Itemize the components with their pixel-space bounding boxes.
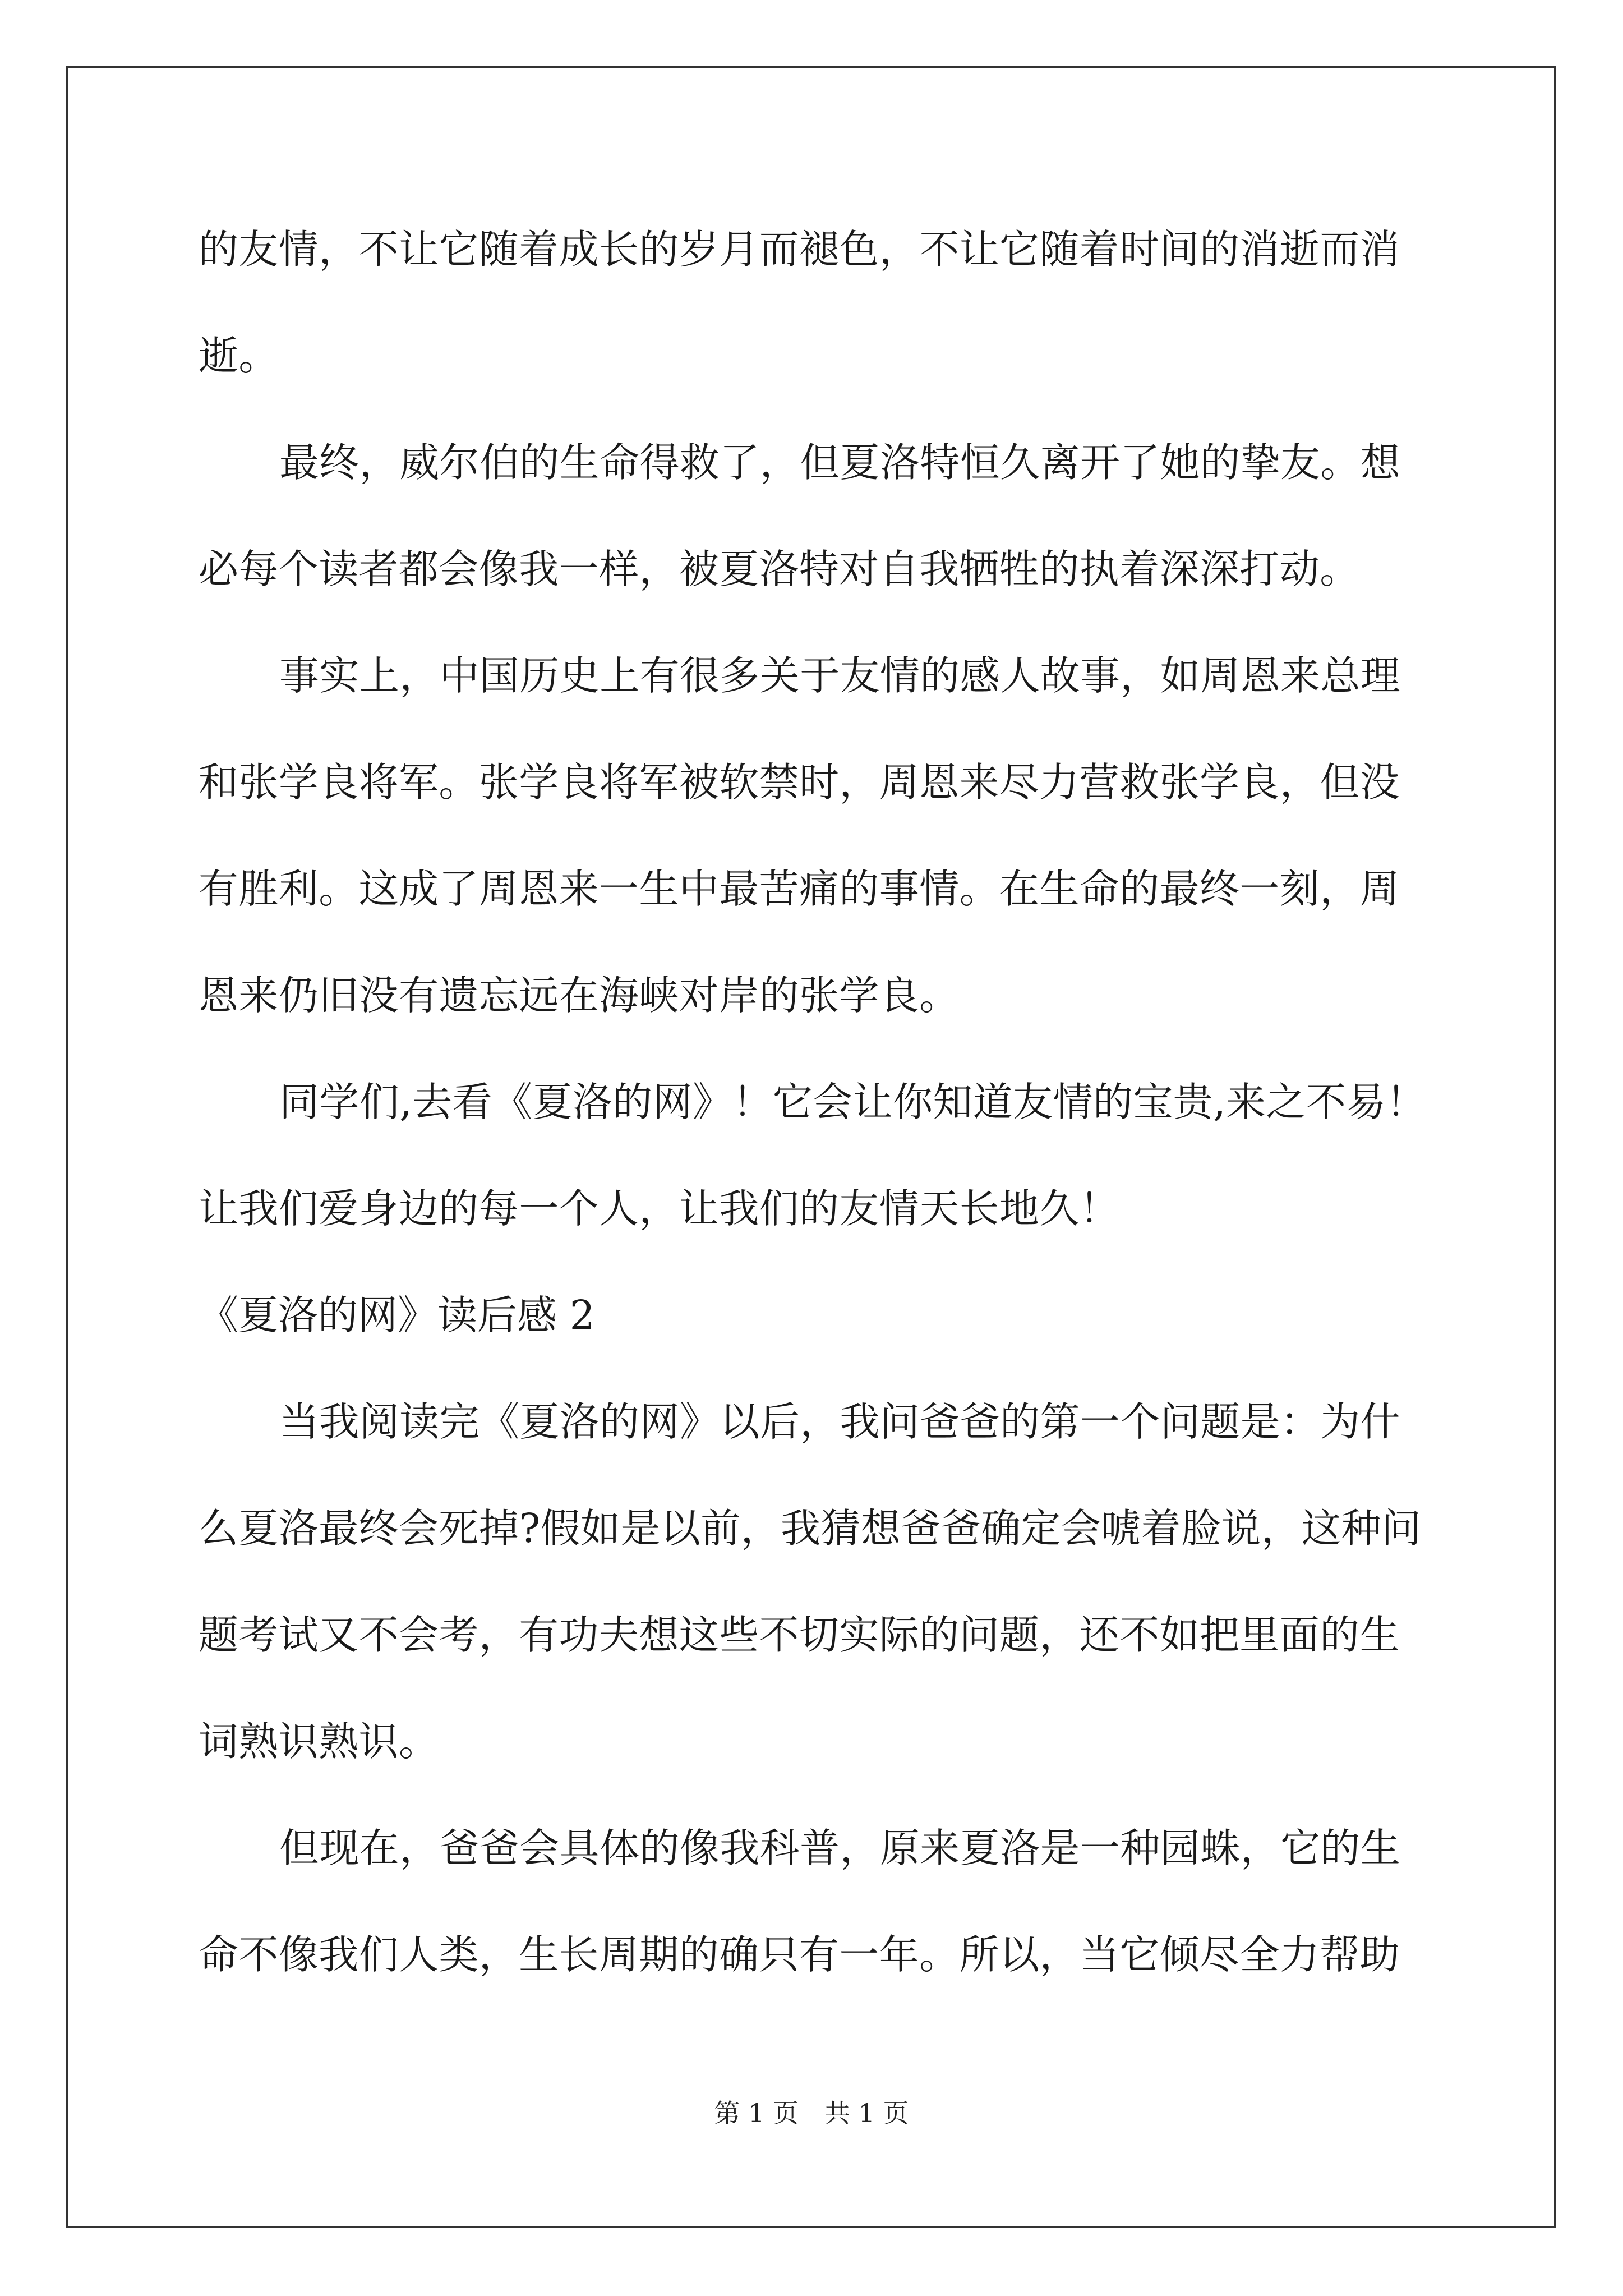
paragraph-start: 但现在，爸爸会具体的像我科普，原来夏洛是一种园蛛，它的生 (279, 1825, 1401, 1871)
text-line: 么夏洛最终会死掉?假如是以前，我猜想爸爸确定会唬着脸说，这种问 (199, 1505, 1422, 1552)
page-total: 共 1 页 (824, 2098, 909, 2128)
text-line: 必每个读者都会像我一样，被夏洛特对自我牺牲的执着深深打动。 (199, 546, 1360, 592)
text-line: 逝。 (199, 333, 279, 379)
text-line: 有胜利。这成了周恩来一生中最苦痛的事情。在生命的最终一刻，周 (199, 866, 1400, 912)
text-line: 命不像我们人类，生长周期的确只有一年。所以，当它倾尽全力帮助 (199, 1931, 1400, 1978)
text-line: 恩来仍旧没有遗忘远在海峡对岸的张学良。 (199, 972, 960, 1019)
paragraph-start: 同学们,去看《夏洛的网》！它会让你知道友情的宝贵,来之不易！ (279, 1079, 1427, 1125)
text-line: 词熟识熟识。 (199, 1718, 439, 1765)
paragraph-start: 最终，威尔伯的生命得救了，但夏洛特恒久离开了她的挚友。想 (279, 439, 1401, 486)
text-line: 题考试又不会考，有功夫想这些不切实际的问题，还不如把里面的生 (199, 1612, 1400, 1658)
text-line: 和张学良将军。张学良将军被软禁时，周恩来尽力营救张学良，但没 (199, 759, 1400, 806)
paragraph-start: 事实上，中国历史上有很多关于友情的感人故事，如周恩来总理 (279, 652, 1401, 699)
page-number: 第 1 页 (714, 2098, 799, 2128)
paragraph-start: 当我阅读完《夏洛的网》以后，我问爸爸的第一个问题是：为什 (279, 1398, 1401, 1445)
text-line: 的友情，不让它随着成长的岁月而褪色，不让它随着时间的消逝而消 (199, 226, 1400, 273)
text-line: 让我们爱身边的每一个人，让我们的友情天长地久！ (199, 1185, 1120, 1232)
page-footer (0, 2096, 1623, 2130)
document-body (199, 208, 1427, 2019)
section-heading: 《夏洛的网》读后感 2 (199, 1292, 595, 1338)
